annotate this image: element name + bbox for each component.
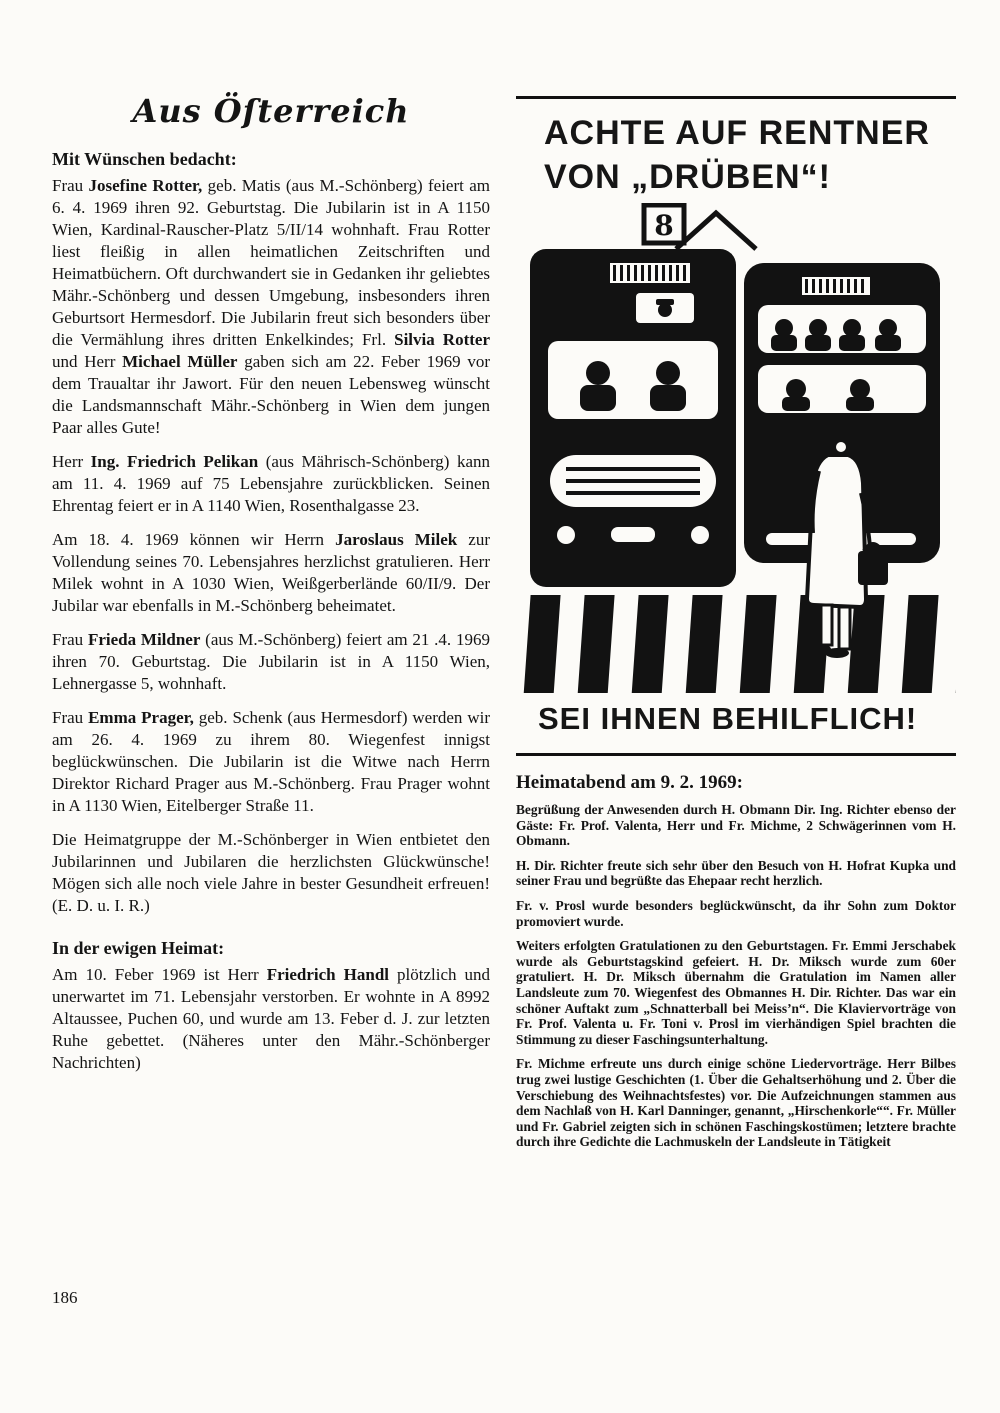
report-paragraph: Fr. v. Prosl wurde besonders beglückwünscht, da ihr Sohn zum Doktor promoviert wurde. <box>516 897 956 929</box>
report-paragraph: H. Dir. Richter freute sich sehr über den Besuch von H. Hofrat Kupka und seiner Frau und begrüßte das Ehepaar recht herzlich. <box>516 857 956 889</box>
traffic-safety-illustration <box>516 203 956 693</box>
paragraph-pelikan: Herr Ing. Friedrich Pelikan (aus Mährisch-Schönberg) kann am 11. 4. 1969 auf 75 Lebensjahre zurückblicken. Seinen Ehrentag feiert er in A 1140 Wien, Rosenthalgasse 23. <box>52 452 491 515</box>
paragraph-milek: Am 18. 4. 1969 können wir Herrn Jaroslaus Milek zur Vollendung seines 70. Lebensjahres herzlichst gratulieren. Herr Milek wohnt in A 1030 Wien, Weißgerberlände 60/II/9. Der Jubilar war ebenfalls in M.-Schönberg beheimatet. <box>52 530 490 615</box>
report-paragraph: Begrüßung der Anwesenden durch H. Obmann Dir. Ing. Richter ebenso der Gäste: Fr. Prof. Valenta, Herr und Fr. Michme, 2 Schwägerinnen vom H. Obmann. <box>516 802 956 849</box>
paragraph-handl: Am 10. Feber 1969 ist Herr Friedrich Handl plötzlich und unerwartet im 71. Lebensjahr verstorben. Er wohnte in A 8992 Altaussee, Puchen 60, und wurde am 13. Feber d. J. zur letzten Ruhe gebettet. (Näheres unter den Mähr.-Schönberger Nachrichten) <box>52 965 491 1072</box>
paragraph-prager: Frau Emma Prager, geb. Schenk (aus Hermesdorf) werden wir am 26. 4. 1969 zu ihrem 80. Wiegenfest innigst beglückwünschen. Die Jubilarin ist die Witwe nach Herrn Direktor Richard Prager aus M.-Schönberg. Frau Prager wohnt in A 1130 Wien, Eitelberger Straße 11. <box>52 708 490 815</box>
paragraph-greetings: Die Heimatgruppe der M.-Schönberger in Wien entbietet den Jubilarinnen und Jubilaren die herzlichsten Glückwünsche! Mögen sich alle noch viele Jahre in bester Gesundheit erfreuen! (E. D. u. I. R.) <box>52 830 490 915</box>
paragraph-mildner: Frau Frieda Mildner (aus M.-Schönberg) feiert am 21 .4. 1969 ihren 70. Geburtstag. Die Jubilarin ist in A 1150 Wien, Lehnergasse 5, wohnhaft. <box>52 630 490 693</box>
tram-route-number: 8 <box>654 209 674 242</box>
paragraph-rotter: Frau Josefine Rotter, geb. Matis (aus M.-Schönberg) feiert am 6. 4. 1969 ihren 92. Geburtstag. Die Jubilarin ist in A 1150 Wien, Kardinal-Rauscher-Platz 5/II/14 wohnhaft. Frau Rotter liest fleißig in allen heimatlichen Zeitschriften und Heimatbüchern. Oft durchwandert sie in Gedanken ihr geliebtes Mähr.-Schönberg und dessen Umgebung, insbesonders ihren Geburtsort Hermesdorf. Die Jubilarin freut sich besonders über die Vermählung ihres dritten Enkelkindes; Frl. Silvia Rotter und Herr Michael Müller gaben sich am 22. Feber 1969 vor dem Traualtar ihr Jawort. Für den neuen Lebensweg wünscht die Landsmannschaft Mähr.-Schönberg in Wien dem jungen Paar alles Gute! <box>52 176 490 437</box>
tram-headlight-left <box>557 526 575 544</box>
poster-headline-line1: ACHTE AUF RENTNER <box>544 114 930 152</box>
handbag <box>858 551 888 585</box>
page-number: 186 <box>52 1288 78 1307</box>
tram-illustration <box>530 205 756 587</box>
left-column <box>52 92 490 1086</box>
report-paragraph: Weiters erfolgten Gratulationen zu den Geburtstagen. Fr. Emmi Jerschabek wurde als Geburtstagskind gefeiert. H. Dr. Miksch wurde zum 60er gratuliert. H. Dr. Miksch übernahm die Gratulation im Namen aller Landsleute zum 70. Wiegenfest des Obmannes H. Dir. Richter. Das war ein schöner Auftakt zum „Schnatterball bei Meiss’n“. Die Klaviervorträge von Fr. Prof. Valenta u. Fr. Toni v. Prosl im vierhändigen Spiel brachten die Stimmung zu dieser Faschingsunterhaltung. <box>516 938 956 1047</box>
bottom-rule <box>516 753 956 756</box>
top-rule <box>516 96 956 99</box>
heading-heimatabend: Heimatabend am 9. 2. 1969: <box>516 772 743 793</box>
section-title: Aus Öſterreich <box>132 92 410 130</box>
pantograph <box>676 213 756 249</box>
tram-headlight-right <box>691 526 709 544</box>
heading-wishes: Mit Wünschen bedacht: <box>52 149 237 169</box>
heading-in-memoriam: In der ewigen Heimat: <box>52 938 225 958</box>
poster-headline <box>544 111 956 199</box>
poster-illustration <box>516 203 956 693</box>
right-column <box>516 96 956 1159</box>
poster-headline-line2: VON „DRÜBEN“! <box>544 158 831 196</box>
poster-slogan: SEI IHNEN BEHILFLICH! <box>538 701 918 736</box>
report-paragraph: Fr. Michme erfreute uns durch einige schöne Liedervorträge. Herr Bilbes trug zwei lustige Geschichten (1. Über die Gehaltserhöhung und 2. Über die Verschiebung des Weihnachtsfestes) vor. Die Aufzeichnungen stammen aus dem Nachlaß von H. Karl Danninger, genannt, „Hirschenkorle““. Fr. Müller und Fr. Gabriel zeigten sich in schönen Faschingskostümen; letztere brachte durch ihre Gedichte die Lachmuskeln der Landsleute in Tätigkeit <box>516 1056 956 1150</box>
